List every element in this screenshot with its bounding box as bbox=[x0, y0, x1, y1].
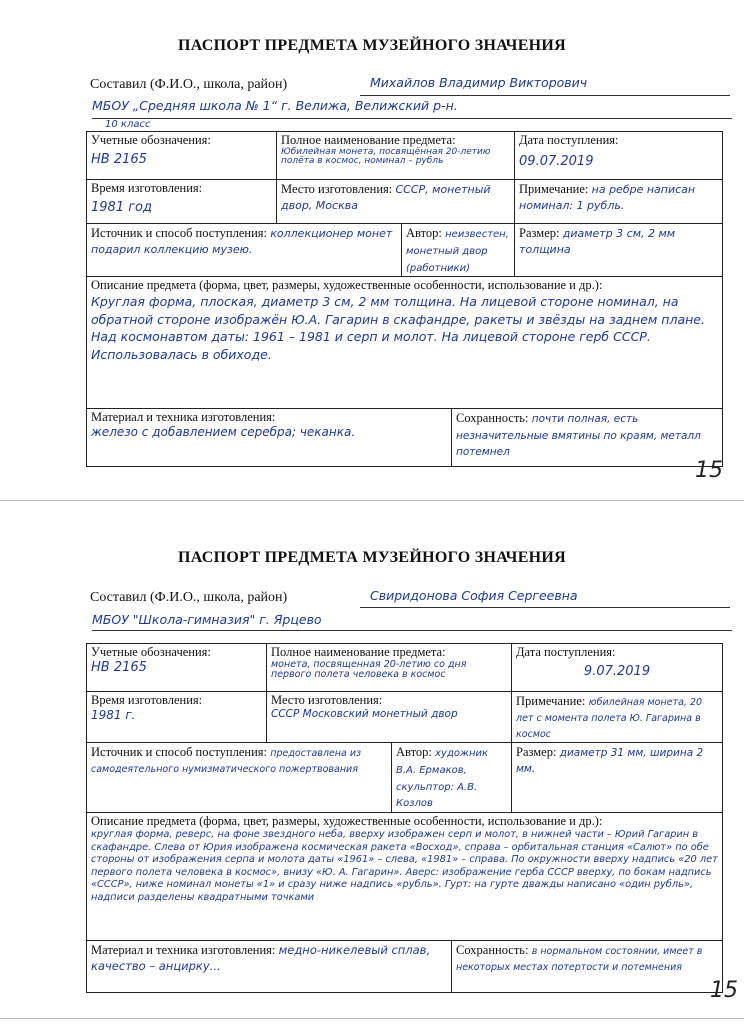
date-cell bbox=[512, 644, 723, 692]
description-value: круглая форма, реверс, на фоне звездного неба, вверху изображен серп и молот, в нижней части – Юрий Гагарин в скафандре. Слева от Юрия изображена космическая ракета «Восход», справа – орбитальная станция «Салют» по обе стороны от изображения серпа и молота даты «1961» – слева, «1981» – справа. По окружности вверху надпись «20 лет первого полета человека в космос», внизу «Ю. А. Гагарин». Аверс: изображение герба СССР вверху, по бокам надпись «СССР», ниже номинал монеты «1» и сразу ниже надпись «рубль». Гурт: на гурте дважды написано «один рубль», надписи разделены квадратными точками bbox=[91, 829, 718, 903]
state-cell bbox=[452, 409, 723, 467]
source-label: Источник и способ поступления: bbox=[91, 745, 267, 759]
fold-line bbox=[0, 500, 744, 501]
note-label: Примечание: bbox=[519, 182, 589, 196]
compiled-name: Михайлов Владимир Викторович bbox=[370, 75, 588, 90]
fullname-cell bbox=[277, 132, 515, 180]
fullname-value: монета, посвященная 20-летию со дня первого полета человека в космос bbox=[271, 659, 467, 680]
place-cell bbox=[267, 692, 512, 743]
size-value: диаметр 31 мм, ширина 2 мм. bbox=[516, 747, 704, 776]
account-cell bbox=[87, 644, 267, 692]
fullname-label: Полное наименование предмета: bbox=[281, 133, 456, 147]
fold-line bbox=[0, 1018, 744, 1019]
size-cell bbox=[515, 224, 723, 277]
description-cell bbox=[87, 277, 723, 409]
fullname-value: Юбилейная монета, посвящённая 20-летию полёта в космос, номинал – рубль bbox=[281, 147, 491, 167]
date-label: Дата поступления: bbox=[516, 645, 616, 659]
time-value: 1981 г. bbox=[91, 708, 136, 722]
underline bbox=[92, 630, 732, 631]
state-label: Сохранность: bbox=[456, 411, 529, 426]
time-value: 1981 год bbox=[91, 200, 152, 215]
state-value: почти полная, есть незначительные вмятины по краям, металл потемнел bbox=[456, 413, 701, 459]
date-label: Дата поступления: bbox=[519, 133, 619, 147]
material-value: железо с добавлением серебра; чеканка. bbox=[91, 425, 356, 440]
time-cell bbox=[87, 180, 277, 224]
author-value: неизвестен, монетный двор (работники) bbox=[406, 229, 509, 274]
place-cell bbox=[277, 180, 515, 224]
compiled-school: МБОУ „Средняя школа № 1“ г. Велижа, Велижский р-н. bbox=[92, 98, 458, 113]
underline bbox=[360, 607, 730, 608]
place-label: Место изготовления: bbox=[271, 693, 383, 707]
account-cell bbox=[87, 132, 277, 180]
source-label: Источник и способ поступления: bbox=[91, 226, 267, 240]
description-value: Круглая форма, плоская, диаметр 3 см, 2 мм толщина. На лицевой стороне номинал, на обратной стороне изображён Ю.А. Гагарин в скафандре, ракеты и звёзды на заднем плане. Над космонавтом даты: 1961 – 1981 и серп и молот. На лицевой стороне герб СССР. Использовалась в обиходе. bbox=[91, 294, 705, 362]
time-cell bbox=[87, 692, 267, 743]
note-cell bbox=[512, 692, 723, 743]
page-title: ПАСПОРТ ПРЕДМЕТА МУЗЕЙНОГО ЗНАЧЕНИЯ bbox=[177, 549, 567, 566]
state-value: в нормальном состоянии, имеет в некоторых местах потертости и потемнения bbox=[456, 946, 703, 974]
time-label: Время изготовления: bbox=[91, 693, 203, 707]
source-cell bbox=[87, 743, 392, 813]
author-label: Автор: bbox=[406, 226, 442, 240]
note-value: юбилейная монета, 20 лет с момента полета Ю. Гагарина в космос bbox=[516, 697, 703, 740]
compiled-label: Составил (Ф.И.О., школа, район) bbox=[90, 77, 288, 92]
place-value: СССР Московский монетный двор bbox=[271, 708, 458, 720]
material-label: Материал и техника изготовления: bbox=[91, 410, 276, 425]
underline bbox=[360, 95, 730, 96]
fullname-label: Полное наименование предмета: bbox=[271, 645, 446, 659]
note-value: на ребре написан номинал: 1 рубль. bbox=[519, 183, 696, 213]
material-label: Материал и техника изготовления: bbox=[91, 943, 276, 958]
place-label: Место изготовления: bbox=[281, 182, 393, 196]
size-label: Размер: bbox=[516, 745, 557, 759]
compiled-name: Свиридонова София Сергеевна bbox=[370, 588, 578, 603]
size-value: диаметр 3 см, 2 мм толщина bbox=[519, 227, 676, 257]
compiled-grade: 10 класс bbox=[105, 119, 151, 130]
author-cell bbox=[402, 224, 515, 277]
account-value: НВ 2165 bbox=[91, 660, 147, 675]
passport-form bbox=[86, 131, 723, 467]
page-number: 15 bbox=[710, 978, 738, 1003]
note-cell bbox=[515, 180, 723, 224]
source-value: коллекционер монет подарил коллекцию музею. bbox=[91, 227, 393, 257]
material-cell bbox=[87, 941, 452, 993]
state-cell bbox=[452, 941, 723, 993]
size-cell bbox=[512, 743, 723, 813]
compiled-label: Составил (Ф.И.О., школа, район) bbox=[90, 590, 288, 605]
account-label: Учетные обозначения: bbox=[91, 645, 211, 659]
underline bbox=[92, 118, 732, 119]
material-cell bbox=[87, 409, 452, 467]
author-cell bbox=[392, 743, 512, 813]
place-value: СССР, монетный двор, Москва bbox=[281, 183, 491, 213]
size-label: Размер: bbox=[519, 226, 560, 240]
passport-form bbox=[86, 643, 723, 993]
page-number: 15 bbox=[695, 458, 723, 483]
author-label: Автор: bbox=[396, 745, 432, 759]
page-title: ПАСПОРТ ПРЕДМЕТА МУЗЕЙНОГО ЗНАЧЕНИЯ bbox=[177, 37, 567, 54]
source-value: предоставлена из самодеятельного нумизматического пожертвования bbox=[91, 748, 362, 776]
account-value: НВ 2165 bbox=[91, 152, 147, 167]
compiled-school: МБОУ "Школа-гимназия" г. Ярцево bbox=[92, 612, 322, 627]
date-cell bbox=[515, 132, 723, 180]
state-label: Сохранность: bbox=[456, 943, 529, 958]
description-label: Описание предмета (форма, цвет, размеры, художественные особенности, использование и др.): bbox=[91, 814, 603, 829]
date-value: 09.07.2019 bbox=[519, 154, 594, 169]
note-label: Примечание: bbox=[516, 694, 586, 708]
account-label: Учетные обозначения: bbox=[91, 133, 211, 147]
description-cell bbox=[87, 813, 723, 941]
material-value: медно-никелевый сплав, качество – анцирку... bbox=[91, 943, 431, 974]
fullname-cell bbox=[267, 644, 512, 692]
time-label: Время изготовления: bbox=[91, 181, 203, 195]
author-value: художник В.А. Ермаков, скульптор: А.В. Козлов bbox=[396, 748, 489, 810]
source-cell bbox=[87, 224, 402, 277]
date-value: 9.07.2019 bbox=[583, 664, 651, 679]
description-label: Описание предмета (форма, цвет, размеры, художественные особенности, использование и др.): bbox=[91, 278, 603, 293]
